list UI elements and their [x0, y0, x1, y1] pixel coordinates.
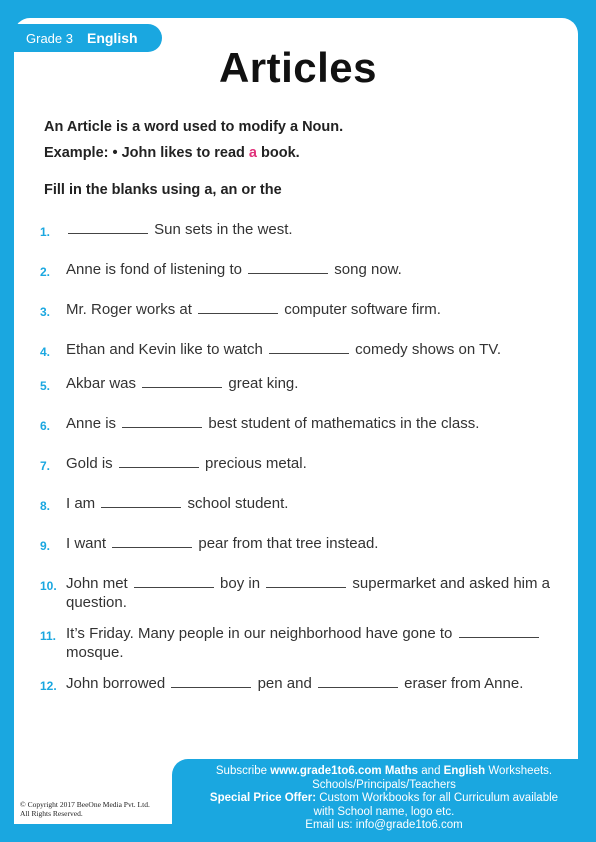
answer-blank[interactable] — [112, 546, 192, 548]
question-text-part: Sun sets in the west. — [154, 221, 293, 238]
answer-blank[interactable] — [248, 272, 328, 274]
question-text-part: best student of mathematics in the class. — [208, 415, 480, 432]
question-text — [66, 374, 560, 393]
footer-offer-text: Custom Workbooks for all Curriculum available — [319, 792, 559, 804]
question-item — [40, 454, 560, 476]
copyright-line-2: All Rights Reserved. — [20, 809, 83, 818]
question-number: 11. — [40, 629, 57, 643]
page-title: Articles — [218, 44, 378, 91]
copyright-line-1: © Copyright 2017 BeeOne Media Pvt. Ltd. — [20, 800, 150, 809]
question-number: 1. — [40, 225, 51, 239]
question-item — [40, 374, 560, 396]
question-text-part: John borrowed — [66, 675, 166, 692]
question-text-part: comedy shows on TV. — [355, 341, 502, 358]
question-text-part: I want — [66, 535, 107, 552]
instruction-text: Fill in the blanks using a, an or the — [44, 182, 282, 198]
footer-line-4: with School name, logo etc. — [313, 805, 455, 818]
question-text — [66, 494, 560, 513]
question-text-part: supermarket and asked him a question. — [66, 575, 551, 611]
footer-line-2: Schools/Principals/Teachers — [312, 778, 456, 791]
question-text — [66, 454, 560, 473]
question-text-part: Akbar was — [66, 375, 137, 392]
question-text — [66, 534, 560, 553]
footer-offer-label: Special Price Offer: — [209, 792, 317, 804]
question-text-part: boy in — [220, 575, 261, 592]
example-text — [44, 144, 564, 163]
question-text — [66, 574, 560, 612]
question-text — [66, 340, 560, 359]
footer-email[interactable]: Email us: info@grade1to6.com — [305, 819, 463, 831]
question-text-part: precious metal. — [205, 455, 307, 472]
question-text-part: pear from that tree instead. — [198, 535, 379, 552]
question-text — [66, 300, 560, 319]
question-text-part: school student. — [187, 495, 289, 512]
answer-blank[interactable] — [171, 686, 251, 688]
question-text — [66, 220, 560, 239]
question-item — [40, 624, 560, 662]
answer-blank[interactable] — [101, 506, 181, 508]
question-text — [66, 674, 560, 693]
answer-blank[interactable] — [459, 636, 539, 638]
answer-blank[interactable] — [122, 426, 202, 428]
answer-blank[interactable] — [269, 352, 349, 354]
question-item — [40, 574, 560, 612]
question-text-part: great king. — [228, 375, 299, 392]
question-number: 10. — [40, 579, 57, 593]
question-item — [40, 414, 560, 436]
footer-and: and — [421, 765, 441, 777]
footer-site-link[interactable]: www.grade1to6.com — [270, 765, 382, 777]
example-suffix: book. — [261, 145, 300, 161]
footer-line-1 — [172, 765, 596, 779]
question-number: 4. — [40, 345, 51, 359]
question-text-part: mosque. — [66, 644, 124, 661]
footer-maths: Maths — [384, 765, 419, 777]
question-text — [66, 414, 560, 433]
answer-blank[interactable] — [142, 386, 222, 388]
answer-blank[interactable] — [134, 586, 214, 588]
question-list — [40, 220, 560, 714]
question-text-part: Anne is fond of listening to — [66, 261, 242, 278]
example-article: a — [248, 145, 257, 161]
question-item — [40, 300, 560, 322]
footer-subscribe: Subscribe — [215, 765, 268, 777]
grade-label: Grade 3 — [26, 30, 73, 46]
question-text-part: I am — [66, 495, 96, 512]
footer-banner — [172, 759, 596, 842]
question-number: 7. — [40, 459, 51, 473]
question-text-part: Anne is — [66, 415, 117, 432]
question-number: 12. — [40, 679, 57, 693]
question-text-part: song now. — [334, 261, 402, 278]
question-item — [40, 494, 560, 516]
question-item — [40, 674, 560, 696]
answer-blank[interactable] — [318, 686, 398, 688]
question-text-part: John met — [66, 575, 128, 592]
question-text-part: Ethan and Kevin like to watch — [66, 341, 263, 358]
question-text — [66, 624, 560, 662]
answer-blank[interactable] — [119, 466, 199, 468]
question-number: 2. — [40, 265, 51, 279]
footer-line-3 — [172, 792, 596, 806]
question-number: 9. — [40, 539, 51, 553]
question-text-part: computer software firm. — [284, 301, 441, 318]
question-text-part: Gold is — [66, 455, 113, 472]
question-item — [40, 534, 560, 556]
question-number: 5. — [40, 379, 51, 393]
intro-section — [44, 118, 564, 170]
question-item — [40, 260, 560, 282]
example-prefix: Example: • John likes to read — [44, 145, 245, 161]
answer-blank[interactable] — [266, 586, 346, 588]
answer-blank[interactable] — [198, 312, 278, 314]
footer-english: English — [443, 765, 486, 777]
answer-blank[interactable] — [68, 232, 148, 234]
question-number: 8. — [40, 499, 51, 513]
question-text-part: It’s Friday. Many people in our neighborhood have gone to — [66, 625, 453, 642]
question-text-part: Mr. Roger works at — [66, 301, 192, 318]
question-item — [40, 220, 560, 242]
copyright-notice — [20, 800, 150, 818]
question-text-part: eraser from Anne. — [404, 675, 524, 692]
question-number: 3. — [40, 305, 51, 319]
question-text-part: pen and — [257, 675, 312, 692]
question-text — [66, 260, 560, 279]
question-item — [40, 340, 560, 362]
question-number: 6. — [40, 419, 51, 433]
footer-worksheets: Worksheets. — [488, 765, 553, 777]
definition-text: An Article is a word used to modify a Noun. — [44, 119, 344, 135]
subject-label: English — [86, 30, 138, 46]
